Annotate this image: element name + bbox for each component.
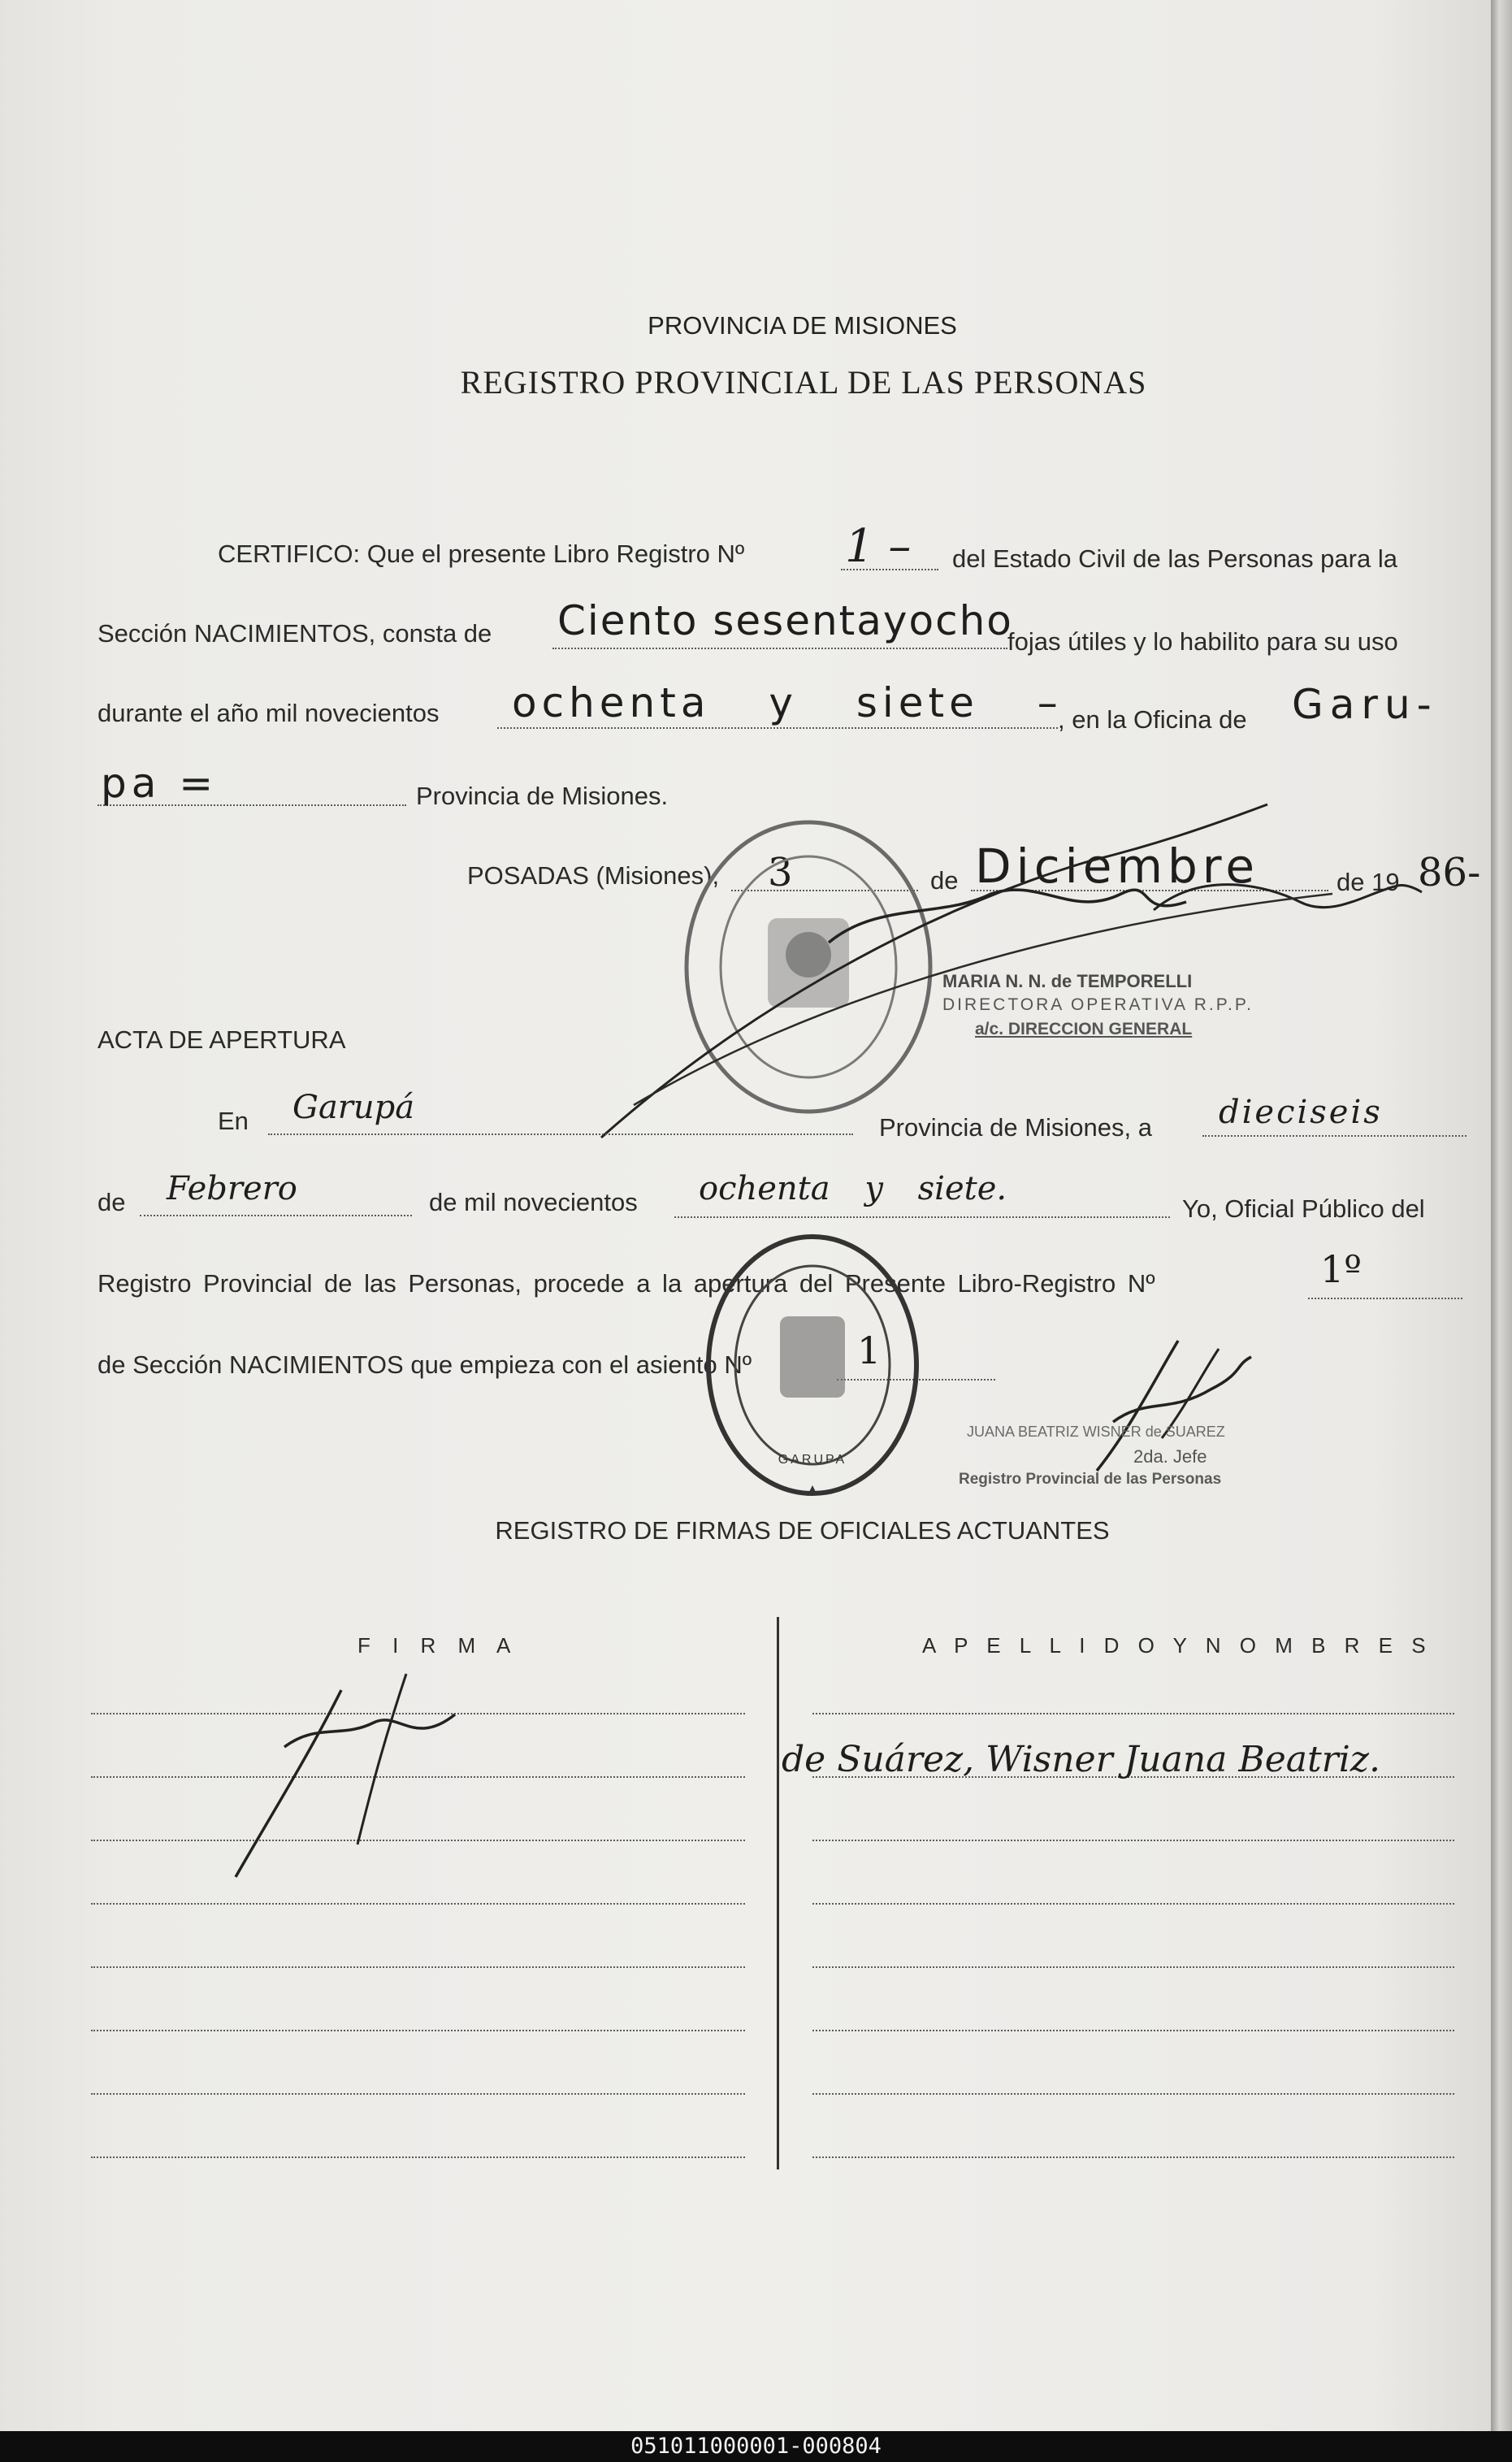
handwritten-mes-acta: Febrero [167, 1170, 297, 1207]
firma-line [91, 1966, 745, 1968]
director-stamp-name: MARIA N. N. de TEMPORELLI [942, 971, 1193, 991]
cert-line1-text: CERTIFICO: Que el presente Libro Registro Nº [218, 540, 745, 568]
official-stamp-name: JUANA BEATRIZ WISNER de SUAREZ [967, 1424, 1225, 1440]
footer-code: 051011000001-000804 [0, 2431, 1512, 2462]
handwritten-fojas: Ciento sesentayocho [557, 597, 1013, 644]
nombres-line [812, 2093, 1454, 2095]
dotted-line [497, 727, 1058, 729]
handwritten-oficina-b: pa = [101, 760, 219, 807]
official-stamp-role: 2da. Jefe [1133, 1446, 1207, 1467]
acta-heading: ACTA DE APERTURA [97, 1025, 346, 1054]
firma-column-header: F I R M A [357, 1633, 519, 1658]
cert-line2-end: fojas útiles y lo habilito para su uso [1007, 627, 1398, 656]
handwritten-dia-acta: dieciseis [1219, 1094, 1383, 1131]
nombres-column-header: A P E L L I D O Y N O M B R E S [922, 1633, 1432, 1658]
nombres-line [812, 1840, 1454, 1841]
acta-yo-text: Yo, Oficial Público del [1182, 1194, 1425, 1223]
handwritten-dia: 3 [768, 850, 793, 895]
official-stamp-office: Registro Provincial de las Personas [959, 1471, 1222, 1488]
dotted-line [674, 1216, 1170, 1218]
firma-line [91, 2093, 745, 2095]
cert-line1-end: del Estado Civil de las Personas para la [952, 544, 1397, 573]
director-stamp-office: a/c. DIRECCION GENERAL [975, 1020, 1193, 1038]
dotted-line [1308, 1298, 1462, 1299]
cert-posadas-text: POSADAS (Misiones), [467, 861, 720, 890]
handwritten-lugar: Garupá [292, 1089, 415, 1126]
firma-line [91, 2030, 745, 2031]
firmas-heading: REGISTRO DE FIRMAS DE OFICIALES ACTUANTES [495, 1516, 1110, 1545]
handwritten-oficina-a: Garu- [1292, 681, 1438, 728]
acta-en-text: En [218, 1107, 249, 1135]
cert-line2-text: Sección NACIMIENTOS, consta de [97, 619, 492, 648]
cert-line3-mid: , en la Oficina de [1058, 705, 1247, 734]
dotted-line [552, 648, 1007, 649]
seal-bottom-place: GARUPA [778, 1453, 847, 1467]
nombres-line [812, 1903, 1454, 1905]
dotted-line [140, 1215, 412, 1216]
acta-mil-text: de mil novecientos [429, 1188, 638, 1216]
nombres-line [812, 1713, 1454, 1714]
cert-line4-text: Provincia de Misiones. [416, 782, 669, 810]
dotted-line [1202, 1135, 1467, 1137]
dotted-line [268, 1133, 853, 1135]
province-heading: PROVINCIA DE MISIONES [648, 311, 957, 340]
handwritten-libro-no: 1 – [845, 520, 912, 573]
acta-line3-text: Registro Provincial de las Personas, procede a la apertura del Presente Libro-Registro Nº [97, 1269, 1155, 1298]
scan-edge [1491, 0, 1512, 2431]
cert-line3-text: durante el año mil novecientos [97, 699, 440, 727]
firma-line [91, 2156, 745, 2158]
handwritten-entry-name: de Suárez, Wisner Juana Beatriz. [782, 1739, 1380, 1780]
handwritten-anio-acta: ochenta y siete. [699, 1170, 1007, 1207]
registry-heading: REGISTRO PROVINCIAL DE LAS PERSONAS [460, 364, 1147, 401]
handwritten-libro-no-acta: 1º [1320, 1247, 1362, 1291]
nombres-line [812, 1966, 1454, 1968]
acta-de-text: de [97, 1188, 126, 1216]
handwritten-anio: ochenta y siete – [512, 679, 1063, 726]
cert-de-text: de [930, 866, 959, 895]
acta-provincia-text: Provincia de Misiones, a [879, 1113, 1152, 1142]
nombres-line [812, 2156, 1454, 2158]
handwritten-anio-corto: 86- [1418, 850, 1481, 895]
handwritten-asiento-no: 1 [857, 1329, 882, 1372]
column-divider [777, 1617, 779, 2169]
cert-year-prefix: de 19 [1337, 868, 1400, 896]
director-stamp-role: DIRECTORA OPERATIVA R.P.P. [942, 995, 1254, 1014]
director-signature [585, 796, 1438, 1138]
handwritten-mes: Diciembre [975, 839, 1260, 894]
acta-line4-text: de Sección NACIMIENTOS que empieza con el asiento Nº [97, 1350, 752, 1379]
firma-entry-signature [219, 1658, 479, 1885]
nombres-line [812, 2030, 1454, 2031]
firma-line [91, 1903, 745, 1905]
